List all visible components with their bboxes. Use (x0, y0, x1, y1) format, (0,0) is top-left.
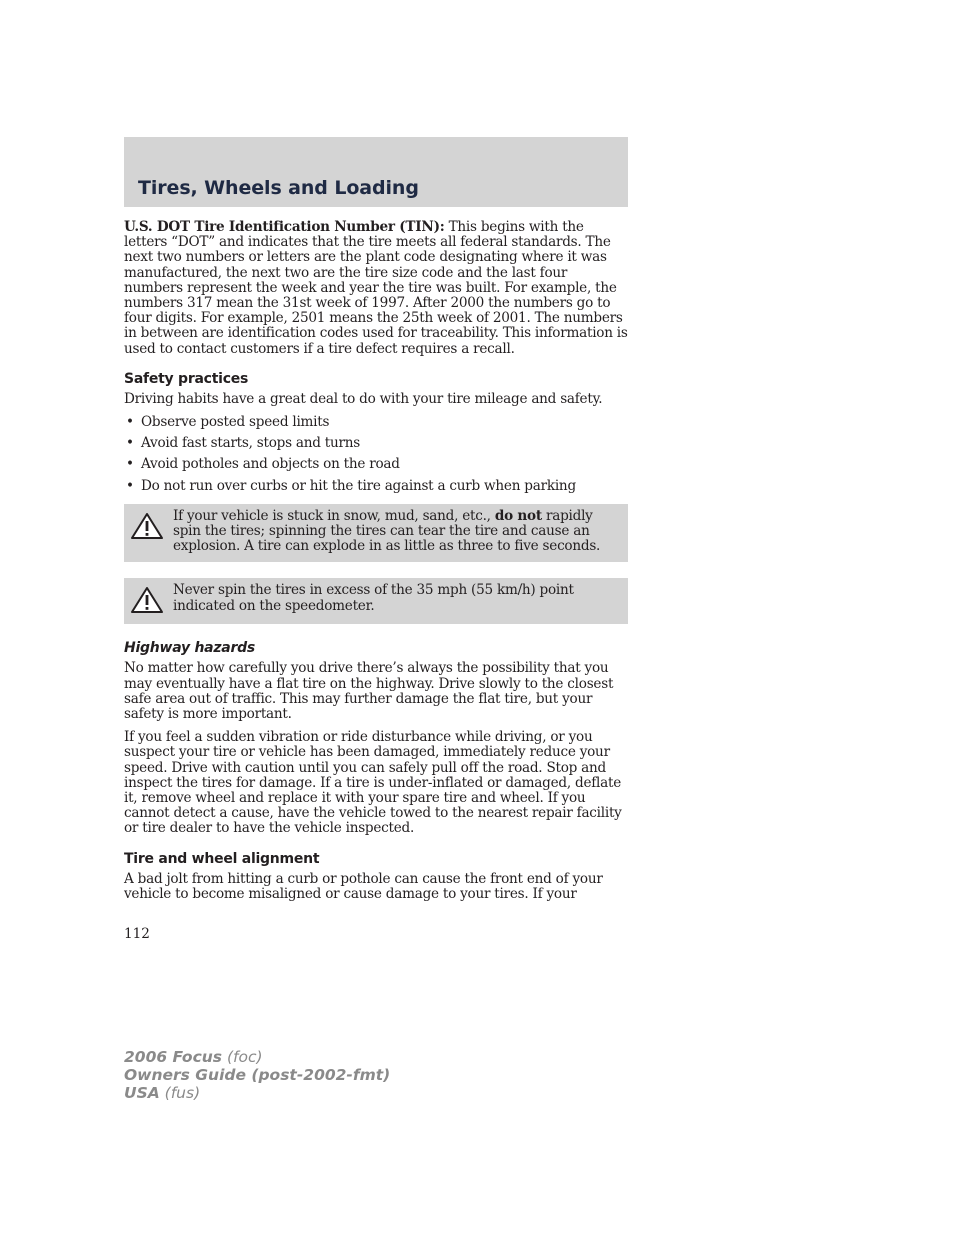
tin-label: U.S. DOT Tire Identification Number (TIN): (124, 219, 445, 235)
list-item-text: Avoid fast starts, stops and turns (141, 435, 360, 452)
list-item-text: Avoid potholes and objects on the road (141, 456, 400, 473)
section-header-bar (124, 137, 628, 207)
warning-box-spin-speed (124, 578, 628, 624)
warning-text: Never spin the tires in excess of the 35 mph (55 km/h) point indicated on the speedometer. (173, 582, 574, 614)
list-item-text: Do not run over curbs or hit the tire against a curb when parking (141, 477, 576, 494)
list-item (124, 479, 628, 494)
list-item (124, 436, 628, 451)
footer-line-market (124, 1084, 390, 1102)
warning-triangle-icon (130, 512, 164, 540)
tire-alignment-heading: Tire and wheel alignment (124, 850, 320, 867)
bullet-icon: • (126, 477, 134, 494)
highway-hazards-heading: Highway hazards (124, 640, 255, 657)
safety-list (124, 415, 628, 494)
warning-text (173, 508, 600, 554)
footer-guide: Owners Guide (post-2002-fmt) (124, 1066, 391, 1084)
page-content (124, 220, 628, 910)
list-item (124, 457, 628, 472)
tin-text: This begins with the letters “DOT” and indicates that the tire meets all federal standards. The next two numbers or letters are the plant code designating where it was manufactured, the next two are the tire size code and the last four numbers represent the week and year the tire was built. For example, the numbers 317 mean the 31st week of 1997. After 2000 the numbers go to four digits. For example, 2501 means the 25th week of 2001. The numbers in between are identification codes used for traceability. This information is used to contact customers if a tire defect requires a recall. (124, 219, 628, 357)
list-item-text: Observe posted speed limits (141, 414, 330, 431)
list-item (124, 415, 628, 430)
warning-text-part: If your vehicle is stuck in snow, mud, sand, etc., (173, 507, 495, 524)
page-number: 112 (124, 926, 150, 942)
warning-triangle-icon (130, 586, 164, 614)
footer-market: USA (124, 1084, 160, 1102)
document-footer (124, 1048, 390, 1102)
warning-box-spin-stuck (124, 504, 628, 563)
warning-text-part: rapidly spin the tires; spinning the tires can tear the tire and cause an explosion. A tire can explode in as little as three to five seconds. (173, 507, 601, 555)
bullet-icon: • (126, 414, 134, 431)
alignment-paragraph-1: A bad jolt from hitting a curb or pothole can cause the front end of your vehicle to become misaligned or cause damage to your tires. If your (124, 870, 603, 902)
bullet-icon: • (126, 456, 134, 473)
highway-paragraph-1: No matter how carefully you drive there’s always the possibility that you may eventually have a flat tire on the highway. Drive slowly to the closest safe area out of traffic. This may further damage the flat tire, but your safety is more important. (124, 660, 614, 723)
warning-emphasis: do not (494, 507, 542, 524)
bullet-icon: • (126, 435, 134, 452)
footer-model: 2006 Focus (124, 1048, 223, 1066)
safety-practices-heading: Safety practices (124, 370, 249, 387)
safety-intro: Driving habits have a great deal to do with your tire mileage and safety. (124, 390, 603, 407)
footer-model-code: (foc) (222, 1048, 263, 1066)
footer-line-guide (124, 1066, 390, 1084)
tin-paragraph (124, 220, 628, 357)
section-title: Tires, Wheels and Loading (138, 177, 419, 199)
highway-paragraph-2: If you feel a sudden vibration or ride disturbance while driving, or you suspect your tire or vehicle has been damaged, immediately reduce your speed. Drive with caution until you can safely pull off the road. Stop and inspect the tires for damage. If a tire is under-inflated or damaged, deflate it, remove wheel and replace it with your spare tire and wheel. If you cannot detect a cause, have the vehicle towed to the nearest repair facility or tire dealer to have the vehicle inspected. (124, 729, 622, 837)
footer-market-code: (fus) (159, 1084, 201, 1102)
footer-line-model (124, 1048, 390, 1066)
